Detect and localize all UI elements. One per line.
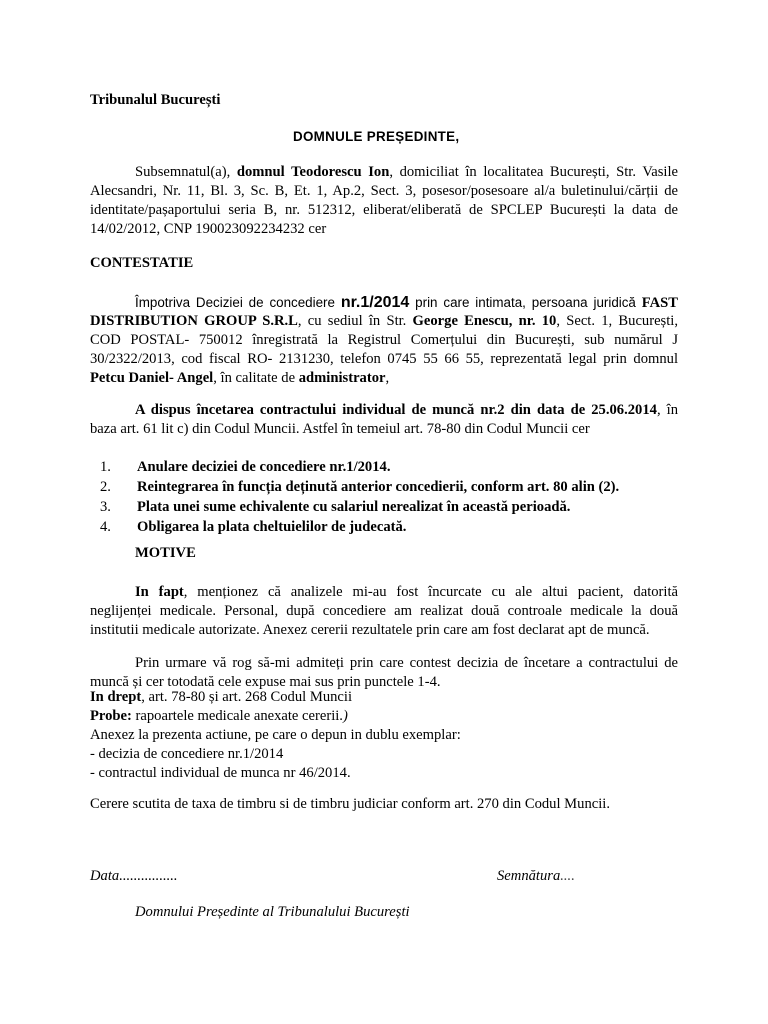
evidence-line: Probe: rapoartele medicale anexate cererii.) [90,708,348,724]
annex-item: - contractul individual de munca nr 46/2014. [90,765,351,781]
tax-note: Cerere scutita de taxa de timbru si de timbru judiciar conform art. 270 din Codul Muncii. [90,796,610,812]
facts-paragraph [90,583,678,640]
motive-heading: MOTIVE [135,545,196,561]
against-line-3: COD POSTAL- 750012 înregistrată la Registrul Comerțului din București, sub numărul J [90,332,678,348]
legal-basis-block [90,688,678,783]
request-item: 4. Obligarea la plata cheltuielilor de judecată. [100,519,407,535]
law-line: In drept, art. 78-80 și art. 268 Codul Muncii [90,689,353,705]
salutation-text: DOMNULE PREȘEDINTE, [293,129,460,144]
petitioner-line-4: 14/02/2012, CNP 190023092234232 cer [90,221,327,237]
contestatie-heading: CONTESTATIE [90,255,194,271]
against-line-4: 30/2322/2013, cod fiscal RO- 2131230, telefon 0745 55 66 55, reprezentată legal prin domnul [90,351,678,367]
signature-label: Semnătura.... [497,868,575,884]
petitioner-line-1: Subsemnatul(a), domnul Teodorescu Ion, domiciliat în localitatea București, Str. Vasile [135,164,678,180]
consequence-paragraph [90,654,678,692]
date-label: Data................ [90,868,178,884]
salutation [293,129,459,146]
disposed-line-1: A dispus încetarea contractului individual de muncă nr.2 din data de 25.06.2014, în [135,402,678,418]
request-item: 3. Plata unei sume echivalente cu salariul nerealizat în această perioadă. [100,499,571,515]
disposed-line-2: baza art. 61 lit c) din Codul Muncii. Astfel în temeiul art. 78-80 din Codul Muncii cer [90,421,590,437]
request-item: 2. Reintegrarea în funcția deținută anterior concedierii, conform art. 80 alin (2). [100,479,620,495]
facts-line-2: neglijenței medicale. Personal, după concediere am realizat două controale medicale la două [90,603,678,619]
requests-list [100,457,619,537]
facts-line-1: In fapt, menționez că analizele mi-au fost încurcate cu ale altui pacient, datorită [135,584,678,600]
footer-addressee: Domnului Președinte al Tribunalului București [135,904,410,920]
against-line-1: Împotriva Deciziei de concediere nr.1/2014 prin care intimata, persoana juridică FAST [135,294,678,311]
consequence-line-2: muncă și cer totodată cele expuse mai sus prin punctele 1-4. [90,674,441,690]
request-item: 1. Anulare deciziei de concediere nr.1/2014. [100,459,391,475]
against-line-5: Petcu Daniel- Angel, în calitate de administrator, [90,370,390,386]
annex-intro: Anexez la prezenta actiune, pe care o depun in dublu exemplar: [90,727,461,743]
against-paragraph [90,293,678,388]
against-line-2: DISTRIBUTION GROUP S.R.L, cu sediul în Str. George Enescu, nr. 10, Sect. 1, București, [90,313,678,329]
facts-line-3: institutii medicale autorizate. Anexez cererii rezultatele prin care am fost declarat apt de muncă. [90,622,650,638]
annex-item: - decizia de concediere nr.1/2014 [90,746,284,762]
court-name: Tribunalul București [90,92,221,108]
petitioner-line-2: Alecsandri, Nr. 11, Bl. 3, Sc. B, Et. 1, Ap.2, Sect. 3, posesor/posesoare al/a buletinului/cărții de [90,183,678,199]
petitioner-line-3: identitate/pașaportului seria B, nr. 512312, eliberat/eliberată de SPCLEP București la data de [90,202,678,218]
petitioner-paragraph [90,163,678,239]
disposed-paragraph [90,401,678,439]
consequence-line-1: Prin urmare vă rog să-mi admiteți prin care contest decizia de încetare a contractului de [135,655,678,671]
